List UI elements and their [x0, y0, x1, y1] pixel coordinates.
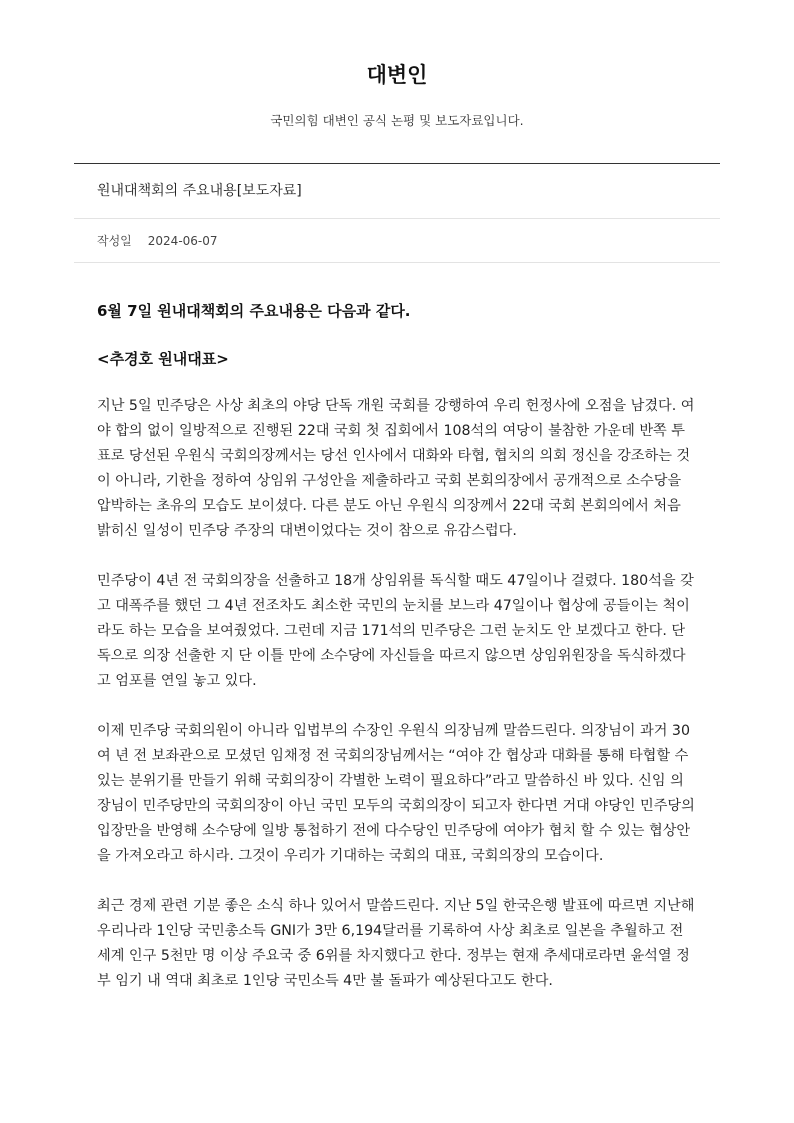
- site-title: 대변인: [366, 63, 428, 87]
- date-label: 작성일: [97, 234, 132, 248]
- publish-date: 2024-06-07: [147, 233, 218, 248]
- paragraph: 민주당이 4년 전 국회의장을 선출하고 18개 상임위를 독식할 때도 47일이나 걸렸다. 180석을 갖고 대폭주를 했던 그 4년 전조차도 최소한 국민의 눈치를 보느라 47일이나 협상에 공들이는 척이라도 하는 모습을 보여줬었다. 그런데 지금 171석의 민주당은 그런 눈치도 안 보겠다고 한다. 단독으로 의장 선출한 지 단 이틀 만에 소수당에 자신들을 따르지 않으면 상임위원장을 독식하겠다고 엄포를 연일 놓고 있다.: [97, 573, 694, 689]
- article-title-row: [74, 164, 720, 219]
- site-header: [0, 0, 794, 130]
- article-title: 원내대책회의 주요내용[보도자료]: [97, 183, 302, 199]
- article: [74, 163, 720, 1019]
- paragraph: 최근 경제 관련 기분 좋은 소식 하나 있어서 말씀드린다. 지난 5일 한국은행 발표에 따르면 지난해 우리나라 1인당 국민총소득 GNI가 3만 6,194달러를 기록하여 사상 최초로 일본을 추월하고 전 세계 인구 5천만 명 이상 주요국 중 6위를 차지했다고 한다. 정부는 현재 추세대로라면 윤석열 정부 임기 내 역대 최초로 1인당 국민소득 4만 불 돌파가 예상된다고도 한다.: [97, 898, 695, 989]
- site-subtitle: 국민의힘 대변인 공식 논평 및 보도자료입니다.: [270, 113, 524, 128]
- article-lead: 6월 7일 원내대책회의 주요내용은 다음과 같다.: [97, 302, 411, 320]
- article-meta: [74, 219, 720, 263]
- paragraph: 지난 5일 민주당은 사상 최초의 야당 단독 개원 국회를 강행하여 우리 헌정사에 오점을 남겼다. 여야 합의 없이 일방적으로 진행된 22대 국회 첫 집회에서 108석의 여당이 불참한 가운데 반쪽 투표로 당선된 우원식 국회의장께서는 당선 인사에서 대화와 타협, 협치의 의회 정신을 강조하는 것이 아니라, 기한을 정하여 상임위 구성안을 제출하라고 국회 본회의장에서 공개적으로 소수당을 압박하는 초유의 모습도 보이셨다. 다른 분도 아닌 우원식 의장께서 22대 국회 본회의에서 처음 밝히신 일성이 민주당 주장의 대변이었다는 것이 참으로 유감스럽다.: [97, 398, 695, 539]
- speaker-heading: <추경호 원내대표>: [97, 350, 229, 368]
- article-body: [74, 263, 720, 994]
- paragraph: 이제 민주당 국회의원이 아니라 입법부의 수장인 우원식 의장님께 말씀드린다. 의장님이 과거 30여 년 전 보좌관으로 모셨던 임채정 전 국회의장님께서는 “여야 간 협상과 대화를 통해 타협할 수 있는 분위기를 만들기 위해 국회의장이 각별한 노력이 필요하다”라고 말씀하신 바 있다. 신임 의장님이 민주당만의 국회의장이 아닌 국민 모두의 국회의장이 되고자 한다면 거대 야당인 민주당의 입장만을 반영해 소수당에 일방 통첩하기 전에 다수당인 민주당에 여야가 협치 할 수 있는 협상안을 가져오라고 하시라. 그것이 우리가 기대하는 국회의 대표, 국회의장의 모습이다.: [97, 723, 695, 864]
